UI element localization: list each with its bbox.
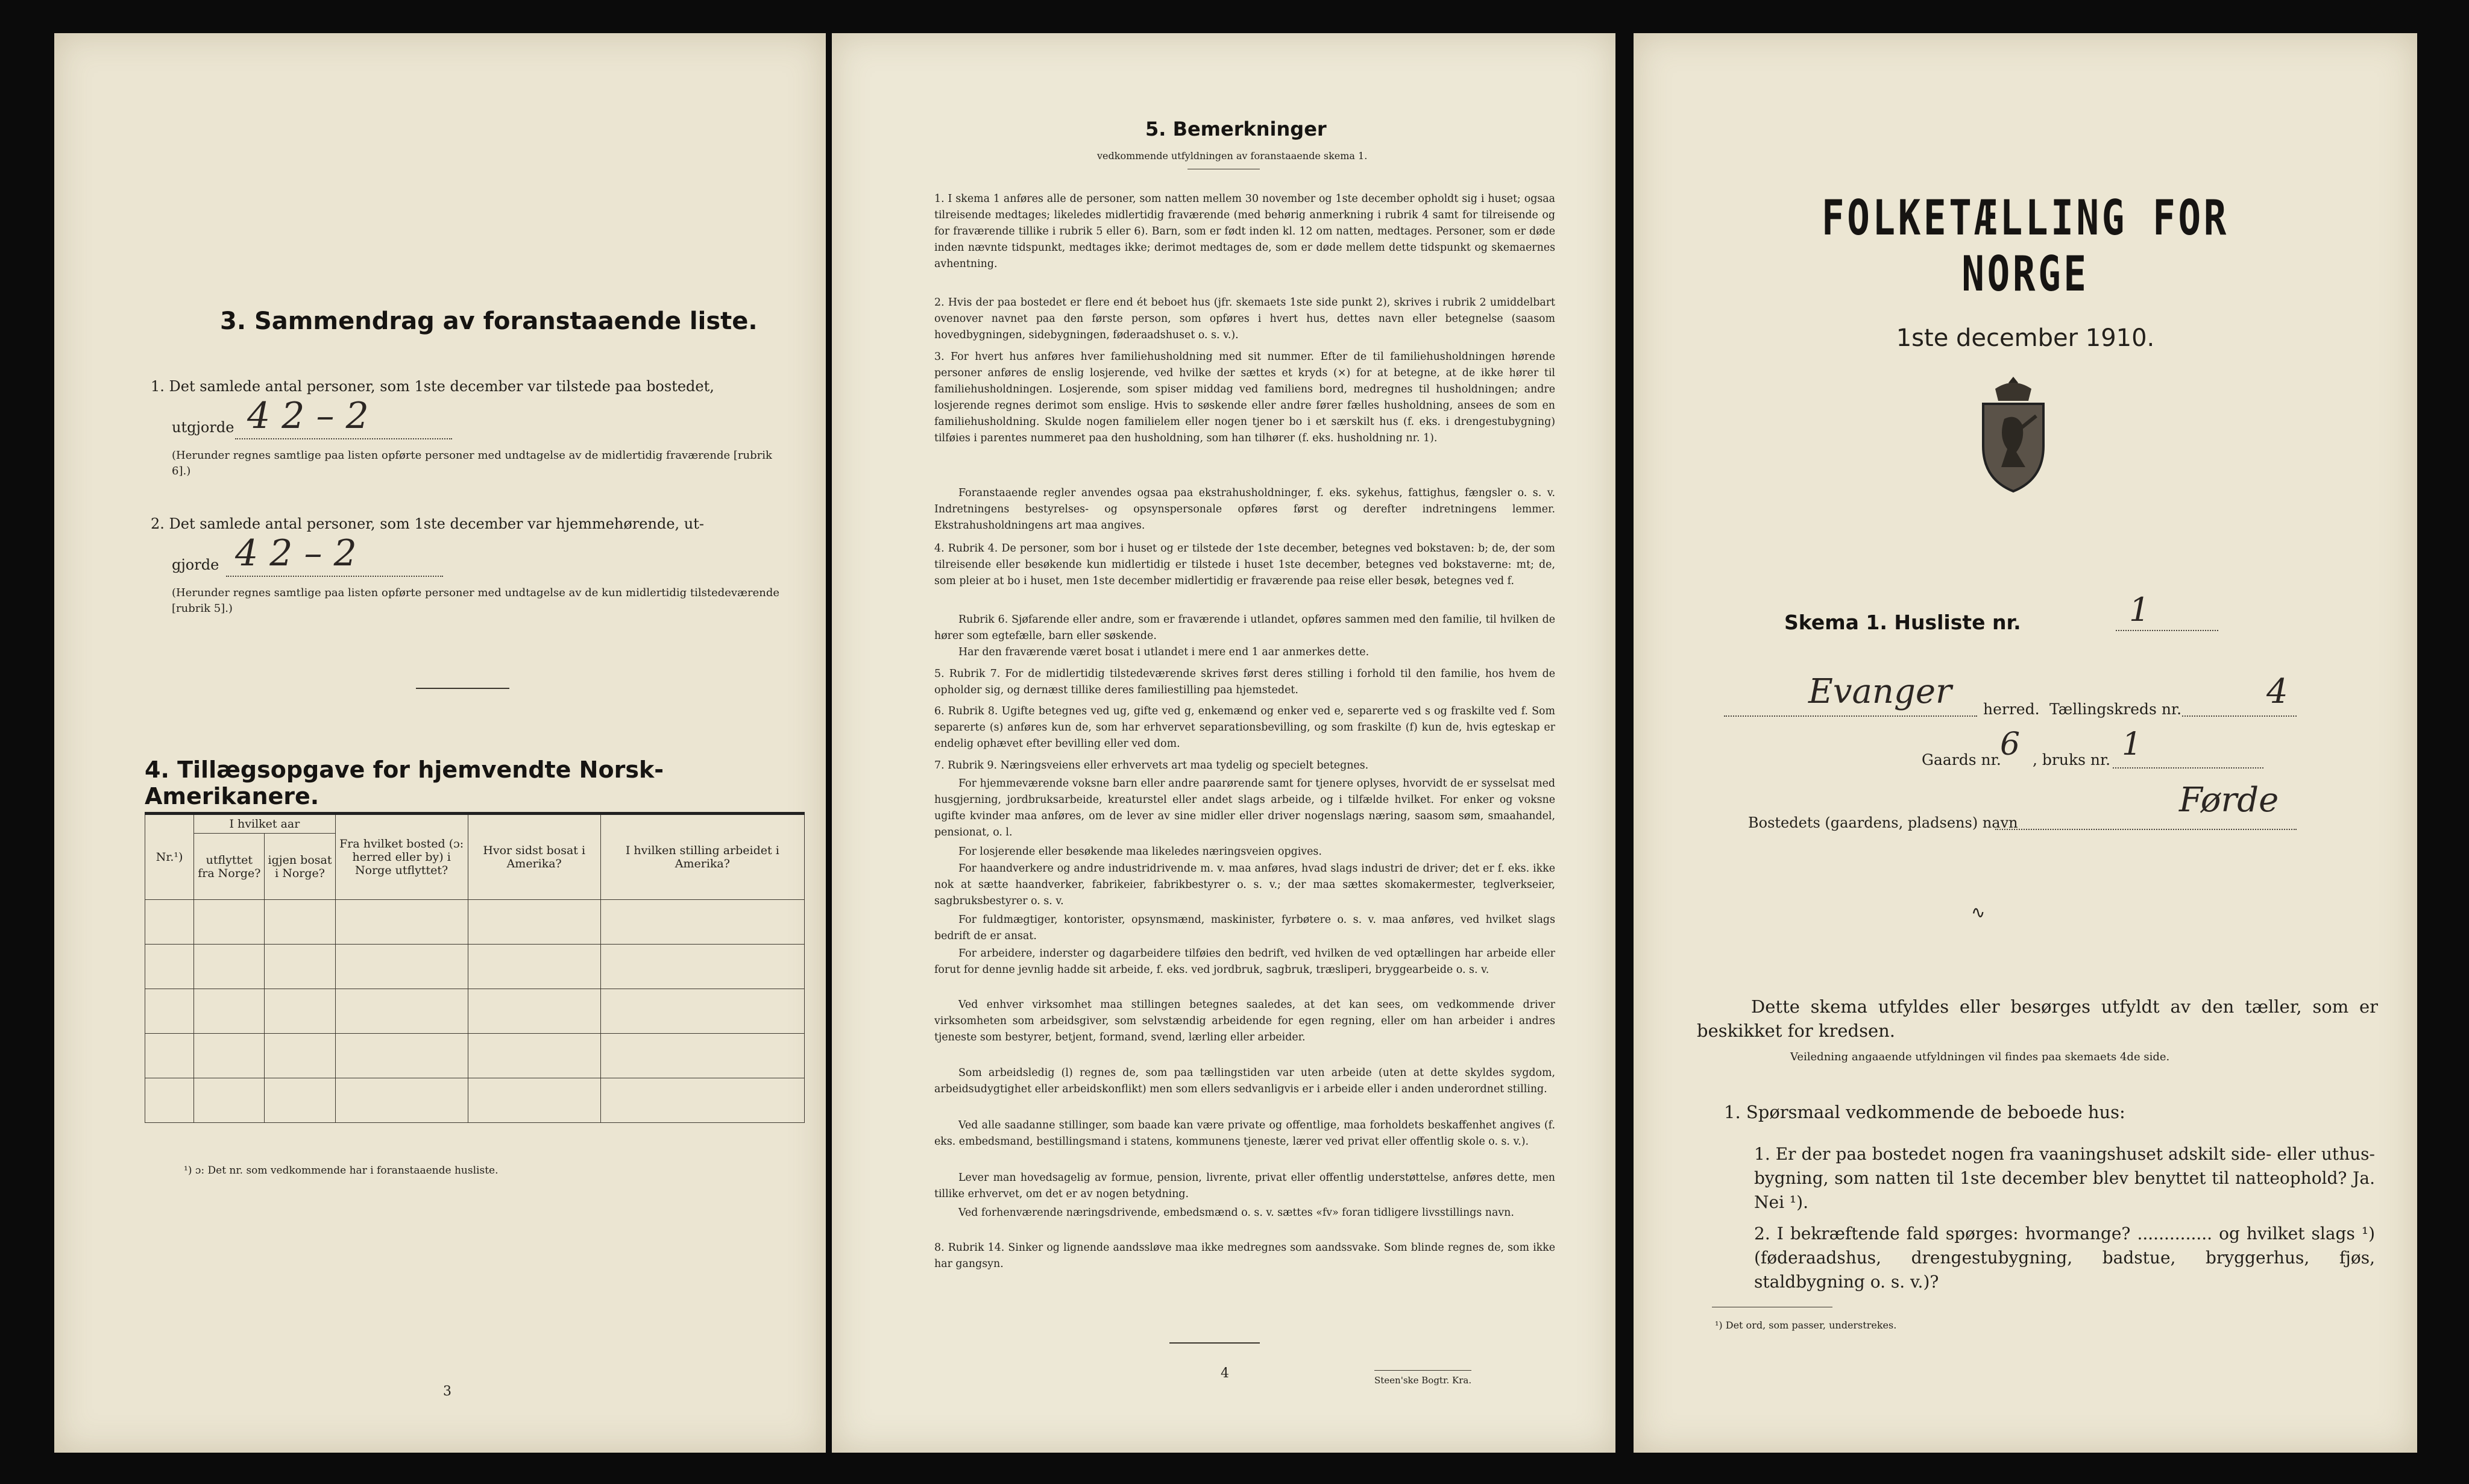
page-number: 3 bbox=[443, 1384, 451, 1399]
coat-of-arms-icon bbox=[1962, 371, 2065, 497]
item-5: 5. Rubrik 7. For de midlertidig tilstedeværende skrives først deres stilling i forhold til den familie, hos hvem de opholder sig, og dernæst tillike deres familiestilling paa hjemstedet. bbox=[934, 668, 1555, 696]
footnote: ¹) Det ord, som passer, understrekes. bbox=[1715, 1319, 1897, 1331]
bosted-label: Bostedets (gaardens, pladsens) navn bbox=[1748, 814, 2018, 831]
census-title: FOLKETÆLLING FOR NORGE bbox=[1822, 190, 2229, 302]
bemerkninger-title: 5. Bemerkninger bbox=[1145, 118, 1327, 140]
table-row bbox=[145, 900, 805, 945]
kreds-handwriting: 4 bbox=[2266, 672, 2288, 711]
item-7h: Som arbeidsledig (l) regnes de, som paa tællingstiden var uten arbeide (uten at dette skyldes sygdom, arbeidsudygtighet eller arbeidskonflikt) men som ellers sedvanligvis er i arbeide eller i anden underordnet stilling. bbox=[934, 1067, 1555, 1095]
bemerkninger-subtitle: vedkommende utfyldningen av foranstaaende skema 1. bbox=[1097, 150, 1368, 162]
item-8: 8. Rubrik 14. Sinker og lignende aandssløve maa ikke medregnes som aandssvake. Som blinde regnes de, som ikke har gangsyn. bbox=[934, 1242, 1555, 1270]
col-amerika-bosat: Hvor sidst bosat i Amerika? bbox=[468, 814, 600, 900]
s3-q1-label: utgjorde bbox=[172, 419, 234, 436]
bruks-handwriting: 1 bbox=[2122, 726, 2142, 762]
printer-imprint: Steen'ske Bogtr. Kra. bbox=[1374, 1370, 1471, 1389]
item-7c: For losjerende eller besøkende maa likeledes næringsveien opgives. bbox=[958, 846, 1322, 858]
s3-q2-dotline bbox=[226, 576, 443, 577]
item-7g: Ved enhver virksomhet maa stillingen betegnes saaledes, at det kan sees, om vedkommende driver virksomheten som arbeidsgiver, som selvstændig arbeidende for egen regning, eller om han arbeider i andres tjeneste som bestyrer, betjent, formand, svend, lærling eller arbeider. bbox=[934, 999, 1555, 1043]
s3-q2-label: gjorde bbox=[172, 556, 219, 573]
item-7i: Ved alle saadanne stillinger, som baade kan være private og offentlige, maa forholdets beskaffenhet angives (f. eks. embedsmand, bestillingsmand i statens, kommunens tjeneste, lærer ved privat eller offentlig skole o. s. v.). bbox=[934, 1119, 1555, 1148]
s3-q2-text: 2. Det samlede antal personer, som 1ste december var hjemmehørende, ut- bbox=[151, 515, 704, 532]
item-3: 3. For hvert hus anføres hver familiehusholdning med sit nummer. Efter de til familiehusholdningen hørende personer anføres de enslig losjerende, ved hvilke der sættes et kryds (×) for at betegne, at de ikke hører til familiehusholdningen. Losjerende, som spiser middag ved familiens bord, medregnes til husholdningen; andre losjerende regnes derimot som enslige. Hvis to søskende eller andre fører fælles husholdning, ansees de som en familiehusholdning. Skulde nogen familielem eller nogen tjener bo i et særskilt hus (f. eks. i drengestubygning) tilføies i parentes nummeret paa den husholdning, som han tilhører (f. eks. husholdning nr. 1). bbox=[934, 351, 1555, 444]
item-4: 4. Rubrik 4. De personer, som bor i huset og er tilstede der 1ste december, betegnes ved bokstaven: b; de, der som tilreisende eller besøkende kun midlertidig er tilstede i huset 1ste december, betegnes ved bokstaverne: mt; de, som pleier at bo i huset, men 1ste december midlertidig er fraværende paa reise eller besøk, betegnes ved f. bbox=[934, 542, 1555, 587]
page-4-bemerkninger bbox=[832, 33, 1615, 1453]
s3-q1-handwriting: 4 2 – 2 bbox=[247, 395, 369, 437]
s3-q1-note: (Herunder regnes samtlige paa listen opførte personer med undtagelse av de midlertidig fraværende [rubrik 6].) bbox=[172, 449, 772, 477]
herred-handwriting: Evanger bbox=[1808, 672, 1952, 711]
herred-dotline bbox=[1724, 715, 1977, 717]
item-7d: For haandverkere og andre industridrivende m. v. maa anføres, hvad slags industri de driver; det er f. eks. ikke nok at sætte haandverker, fabrikeier, fabrikbestyrer o. s. v.; der maa sættes skomakermester, teglverkseier, sagbruksbestyrer o. s. v. bbox=[934, 863, 1555, 907]
s3-q2-handwriting: 4 2 – 2 bbox=[235, 532, 357, 574]
divider bbox=[416, 688, 509, 689]
col-igjen-bosat: igjen bosat i Norge? bbox=[265, 834, 335, 900]
ornament-icon: ∿ bbox=[1971, 902, 1986, 922]
page-3-summary bbox=[54, 33, 826, 1453]
herred-label: herred. bbox=[1983, 700, 2040, 718]
intro-small: Veiledning angaaende utfyldningen vil findes paa skemaets 4de side. bbox=[1790, 1051, 2170, 1063]
intro-text: Dette skema utfyldes eller besørges utfyldt av den tæller, som er beskikket for kredsen. bbox=[1697, 996, 2378, 1041]
bosted-handwriting: Førde bbox=[2179, 781, 2279, 820]
item-7b: For hjemmeværende voksne barn eller andre paarørende samt for tjenere oplyses, hvorvidt de er sysselsat med husgjerning, jordbruksarbeide, kreaturstel eller andet slags arbeide, og i tilfælde hvilket. For enker og voksne ugifte kvinder maa anføres, om de lever av sine midler eller driver nogenslags næring, saasom søm, smaahandel, pensionat, o. l. bbox=[934, 778, 1555, 838]
s3-q2-note: (Herunder regnes samtlige paa listen opførte personer med undtagelse av de kun midlertidig tilstedeværende [rubrik 5].) bbox=[172, 586, 780, 615]
section-3-title: 3. Sammendrag av foranstaaende liste. bbox=[220, 307, 758, 335]
question-1: 1. Er der paa bostedet nogen fra vaaningshuset adskilt side- eller uthus-bygning, som natten til 1ste december blev benyttet til natteophold? Ja. Nei ¹). bbox=[1754, 1144, 2375, 1212]
item-4b: Rubrik 6. Sjøfarende eller andre, som er fraværende i utlandet, opføres sammen med den familie, til hvilken de hører som egtefælle, barn eller søskende. bbox=[934, 614, 1555, 642]
page-1-cover bbox=[1634, 33, 2417, 1453]
item-2: 2. Hvis der paa bostedet er flere end ét beboet hus (jfr. skemaets 1ste side punkt 2), skrives i rubrik 2 umiddelbart ovenover navnet paa den første person, som opføres i hvert hus, dettes navn eller betegnelse (saasom hovedbygningen, sidebygningen, føderaadshuset o. s. v.). bbox=[934, 297, 1555, 341]
item-7f: For arbeidere, inderster og dagarbeidere tilføies den bedrift, ved hvilken de ved optællingen har arbeide eller forut for denne jevnlig hadde sit arbeide, f. eks. ved jordbruk, sagbruk, træsliperi, bryggearbeide o. s. v. bbox=[934, 948, 1555, 976]
item-7k: Ved forhenværende næringsdrivende, embedsmænd o. s. v. sættes «fv» foran tidligere livsstillings navn. bbox=[958, 1207, 1514, 1219]
bosted-dotline bbox=[1995, 829, 2297, 830]
questions-heading: 1. Spørsmaal vedkommende de beboede hus: bbox=[1724, 1102, 2125, 1122]
kreds-label: Tællingskreds nr. bbox=[2049, 700, 2182, 718]
col-nr: Nr.¹) bbox=[145, 814, 194, 900]
section-4-title: 4. Tillægsopgave for hjemvendte Norsk-Amerikanere. bbox=[145, 756, 664, 810]
col-utflyttet: utflyttet fra Norge? bbox=[194, 834, 265, 900]
item-7: 7. Rubrik 9. Næringsveiens eller erhvervets art maa tydelig og specielt betegnes. bbox=[934, 759, 1369, 772]
table-row bbox=[145, 1034, 805, 1078]
page-number: 4 bbox=[1221, 1366, 1229, 1381]
s3-q1-dotline bbox=[235, 438, 452, 439]
col-stilling: I hvilken stilling arbeidet i Amerika? bbox=[600, 814, 804, 900]
census-date: 1ste december 1910. bbox=[1896, 324, 2155, 352]
item-7e: For fuldmægtiger, kontorister, opsynsmænd, maskinister, fyrbøtere o. s. v. maa anføres, ved hvilket slags bedrift de er ansat. bbox=[934, 914, 1555, 942]
item-6: 6. Rubrik 8. Ugifte betegnes ved ug, gifte ved g, enkemænd og enker ved e, separerte ved s og fraskilte ved f. Som separerte (s) anføres kun de, som har erhvervet separationsbevilling, og som fraskilte (f) kun de, hvis egteskap er endelig ophævet efter bevilling eller ved dom. bbox=[934, 705, 1555, 750]
gaards-label: Gaards nr. bbox=[1922, 751, 2001, 769]
bruks-dotline bbox=[2113, 767, 2263, 769]
husliste-handwriting: 1 bbox=[2129, 591, 2150, 629]
gaards-handwriting: 6 bbox=[2000, 726, 2021, 762]
table-row bbox=[145, 989, 805, 1034]
bruks-label: , bruks nr. bbox=[2033, 751, 2111, 769]
kreds-dotline bbox=[2182, 715, 2297, 717]
bemerkninger-body bbox=[934, 191, 1555, 1354]
item-4c: Har den fraværende været bosat i utlandet i mere end 1 aar anmerkes dette. bbox=[958, 646, 1370, 658]
col-aar: I hvilket aar bbox=[194, 814, 335, 834]
norsk-amerikanere-table bbox=[145, 812, 805, 1123]
table-row bbox=[145, 945, 805, 989]
item-1: 1. I skema 1 anføres alle de personer, som natten mellem 30 november og 1ste december opholdt sig i huset; ogsaa tilreisende medtages; likeledes midlertidig fraværende (med behørig anmerkning i rubrik 4 samt for tilreisende og for fraværende tillike i rubrik 5 eller 6). Barn, som er født inden kl. 12 om natten, medtages. Personer, som er døde inden nævnte tidspunkt, medtages ikke; derimot medtages de, som er døde mellem dette tidspunkt og skemaernes avhentning. bbox=[934, 193, 1555, 270]
col-fra-bosted: Fra hvilket bosted (ɔ: herred eller by) i Norge utflyttet? bbox=[335, 814, 468, 900]
table-footnote: ¹) ɔ: Det nr. som vedkommende har i foranstaaende husliste. bbox=[184, 1165, 499, 1177]
item-7j: Lever man hovedsagelig av formue, pension, livrente, privat eller offentlig understøttelse, anføres dette, men tillike erhvervet, om det er av nogen betydning. bbox=[934, 1172, 1555, 1200]
bottom-rule bbox=[1169, 1342, 1260, 1344]
item-3b: Foranstaaende regler anvendes ogsaa paa ekstrahusholdninger, f. eks. sykehus, fattighus, fængsler o. s. v. Indretningens bestyrelses- og opsynspersonale opføres først og derefter indretningens lemmer. Ekstrahusholdningens art maa angives. bbox=[934, 487, 1555, 532]
s3-q1-text: 1. Det samlede antal personer, som 1ste december var tilstede paa bostedet, bbox=[151, 378, 714, 395]
husliste-dotline bbox=[2116, 630, 2218, 631]
skema-label: Skema 1. Husliste nr. bbox=[1784, 611, 2021, 634]
table-row bbox=[145, 1078, 805, 1123]
question-2: 2. I bekræftende fald spørges: hvormange? .............. og hvilket slags ¹) (føderaadshus, drengestubygning, badstue, bryggerhus, fjøs, staldbygning o. s. v.)? bbox=[1754, 1224, 2375, 1292]
